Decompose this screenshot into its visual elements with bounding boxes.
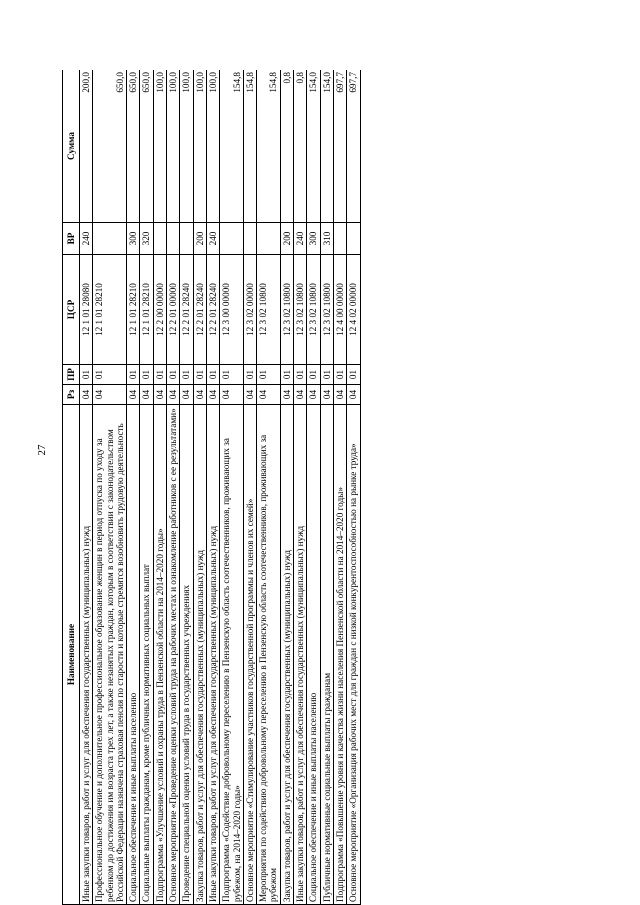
cell-rz: 04	[127, 385, 140, 405]
cell-pr: 01	[206, 365, 219, 385]
header-pr: ПР	[63, 365, 80, 385]
cell-rz: 04	[333, 385, 346, 405]
cell-vr	[257, 223, 281, 255]
cell-name: Мероприятия по содействию добровольному переселению в Пензенскую область соотечественников, проживающих за рубежом	[257, 405, 281, 905]
cell-pr: 01	[127, 365, 140, 385]
cell-vr	[333, 223, 346, 255]
cell-sum: 100,0	[180, 70, 193, 223]
cell-csr: 12 3 02 10800	[257, 255, 281, 365]
table-row	[140, 70, 153, 905]
header-vr: ВР	[63, 223, 80, 255]
cell-sum: 154,0	[320, 70, 333, 223]
cell-name: Проведение специальной оценки условий труда в государственных учреждениях	[180, 405, 193, 905]
cell-name: Иные закупки товаров, работ и услуг для обеспечения государственных (муниципальных) нужд	[80, 405, 93, 905]
cell-vr	[167, 223, 180, 255]
cell-name: Иные закупки товаров, работ и услуг для обеспечения государственных (муниципальных) нужд	[206, 405, 219, 905]
table-row	[280, 70, 293, 905]
table-row	[206, 70, 219, 905]
cell-pr: 01	[93, 365, 127, 385]
table-row	[80, 70, 93, 905]
table-row	[307, 70, 320, 905]
cell-name: Закупка товаров, работ и услуг для обеспечения государственных (муниципальных) нужд	[193, 405, 206, 905]
table-row	[243, 70, 256, 905]
cell-sum: 0,8	[294, 70, 307, 223]
cell-csr: 12 3 02 10800	[307, 255, 320, 365]
cell-csr: 12 1 01 28210	[93, 255, 127, 365]
cell-sum: 650,0	[93, 70, 127, 223]
cell-rz: 04	[294, 385, 307, 405]
cell-rz: 04	[193, 385, 206, 405]
cell-sum: 697,7	[347, 70, 360, 223]
cell-rz: 04	[93, 385, 127, 405]
cell-rz: 04	[153, 385, 166, 405]
cell-rz: 04	[167, 385, 180, 405]
cell-pr: 01	[220, 365, 244, 385]
cell-sum: 650,0	[140, 70, 153, 223]
cell-vr	[93, 223, 127, 255]
cell-vr	[220, 223, 244, 255]
table-row	[167, 70, 180, 905]
table-row	[294, 70, 307, 905]
cell-rz: 04	[347, 385, 360, 405]
table-row	[127, 70, 140, 905]
cell-vr: 240	[206, 223, 219, 255]
cell-sum: 100,0	[167, 70, 180, 223]
cell-csr: 12 4 02 00000	[347, 255, 360, 365]
table-row	[347, 70, 360, 905]
cell-pr: 01	[140, 365, 153, 385]
budget-table	[62, 70, 361, 905]
cell-csr: 12 2 01 28240	[193, 255, 206, 365]
cell-csr: 12 3 02 10800	[280, 255, 293, 365]
cell-sum: 154,0	[307, 70, 320, 223]
cell-csr: 12 1 01 28080	[80, 255, 93, 365]
table-row	[220, 70, 244, 905]
cell-rz: 04	[206, 385, 219, 405]
cell-vr: 320	[140, 223, 153, 255]
cell-vr: 240	[80, 223, 93, 255]
cell-name: Подпрограмма «Содействие добровольному переселению в Пензенскую область соотечественников, проживающих за рубежом, на 2014–2020 годы»	[220, 405, 244, 905]
cell-csr: 12 2 01 00000	[167, 255, 180, 365]
cell-name: Основное мероприятие «Организация рабочих мест для граждан с низкой конкурентоспособностью на рынке труда»	[347, 405, 360, 905]
cell-rz: 04	[257, 385, 281, 405]
cell-name: Социальное обеспечение и иные выплаты населению	[127, 405, 140, 905]
cell-rz: 04	[180, 385, 193, 405]
cell-vr: 300	[307, 223, 320, 255]
cell-sum: 100,0	[193, 70, 206, 223]
cell-rz: 04	[220, 385, 244, 405]
cell-sum: 0,8	[280, 70, 293, 223]
table-row	[180, 70, 193, 905]
table-row	[93, 70, 127, 905]
header-name: Наименование	[63, 405, 80, 905]
cell-rz: 04	[243, 385, 256, 405]
cell-sum: 650,0	[127, 70, 140, 223]
cell-pr: 01	[167, 365, 180, 385]
cell-sum: 100,0	[206, 70, 219, 223]
cell-pr: 01	[153, 365, 166, 385]
cell-sum: 154,8	[220, 70, 244, 223]
cell-vr	[243, 223, 256, 255]
cell-pr: 01	[333, 365, 346, 385]
cell-csr: 12 1 01 28210	[140, 255, 153, 365]
cell-csr: 12 2 01 28240	[180, 255, 193, 365]
table-row	[153, 70, 166, 905]
cell-pr: 01	[347, 365, 360, 385]
cell-pr: 01	[320, 365, 333, 385]
cell-pr: 01	[180, 365, 193, 385]
table-row	[333, 70, 346, 905]
cell-pr: 01	[257, 365, 281, 385]
cell-csr: 12 4 00 00000	[333, 255, 346, 365]
cell-sum: 200,0	[80, 70, 93, 223]
cell-name: Подпрограмма «Повышение уровня и качества жизни населения Пензенской области на 2014–2020 годы»	[333, 405, 346, 905]
cell-csr: 12 3 02 10800	[294, 255, 307, 365]
cell-rz: 04	[80, 385, 93, 405]
cell-rz: 04	[307, 385, 320, 405]
cell-name: Основное мероприятие «Проведение оценки условий труда на рабочих местах и ознакомление работников с ее результатами»	[167, 405, 180, 905]
cell-vr: 200	[280, 223, 293, 255]
cell-pr: 01	[193, 365, 206, 385]
cell-vr: 200	[193, 223, 206, 255]
cell-pr: 01	[243, 365, 256, 385]
cell-csr: 12 3 00 00000	[220, 255, 244, 365]
cell-name: Социальные выплаты гражданам, кроме публичных нормативных социальных выплат	[140, 405, 153, 905]
cell-name: Публичные нормативные социальные выплаты гражданам	[320, 405, 333, 905]
cell-sum: 697,7	[333, 70, 346, 223]
cell-sum: 154,8	[243, 70, 256, 223]
cell-name: Подпрограмма «Улучшение условий и охраны труда в Пензенской области на 2014–2020 годы»	[153, 405, 166, 905]
cell-sum: 154,8	[257, 70, 281, 223]
cell-name: Основное мероприятие «Стимулирование участников государственной программы и членов их семей»	[243, 405, 256, 905]
table-row	[257, 70, 281, 905]
cell-vr	[153, 223, 166, 255]
header-sum: Сумма	[63, 70, 80, 223]
cell-pr: 01	[280, 365, 293, 385]
cell-rz: 04	[280, 385, 293, 405]
cell-name: Закупка товаров, работ и услуг для обеспечения государственных (муниципальных) нужд	[280, 405, 293, 905]
cell-name: Социальное обеспечение и иные выплаты населению	[307, 405, 320, 905]
cell-csr: 12 1 01 28210	[127, 255, 140, 365]
header-csr: ЦСР	[63, 255, 80, 365]
cell-rz: 04	[320, 385, 333, 405]
cell-vr: 240	[294, 223, 307, 255]
cell-pr: 01	[80, 365, 93, 385]
cell-csr: 12 3 02 00000	[243, 255, 256, 365]
header-rz: Рз	[63, 385, 80, 405]
cell-pr: 01	[307, 365, 320, 385]
cell-name: Иные закупки товаров, работ и услуг для обеспечения государственных (муниципальных) нужд	[294, 405, 307, 905]
rotated-table-frame	[62, 70, 610, 905]
cell-vr	[347, 223, 360, 255]
cell-pr: 01	[294, 365, 307, 385]
rotated-table-content	[62, 70, 610, 905]
cell-vr: 310	[320, 223, 333, 255]
cell-rz: 04	[140, 385, 153, 405]
cell-name: Профессиональное обучение и дополнительное профессиональное образование женщин в период отпуска по уходу за ребенком до достижения им возраста трех лет, а также незанятых граждан, которым в соответствии с законодательством Российской Федерации назначена страховая пенсия по старости и которые стремятся возобновить трудовую деятельность	[93, 405, 127, 905]
cell-csr: 12 2 00 00000	[153, 255, 166, 365]
cell-csr: 12 3 02 10800	[320, 255, 333, 365]
table-row	[320, 70, 333, 905]
cell-vr	[180, 223, 193, 255]
page-number: 27	[36, 444, 48, 456]
cell-vr: 300	[127, 223, 140, 255]
cell-csr: 12 2 01 28240	[206, 255, 219, 365]
table-row	[193, 70, 206, 905]
table-header-row	[63, 70, 80, 905]
cell-sum: 100,0	[153, 70, 166, 223]
